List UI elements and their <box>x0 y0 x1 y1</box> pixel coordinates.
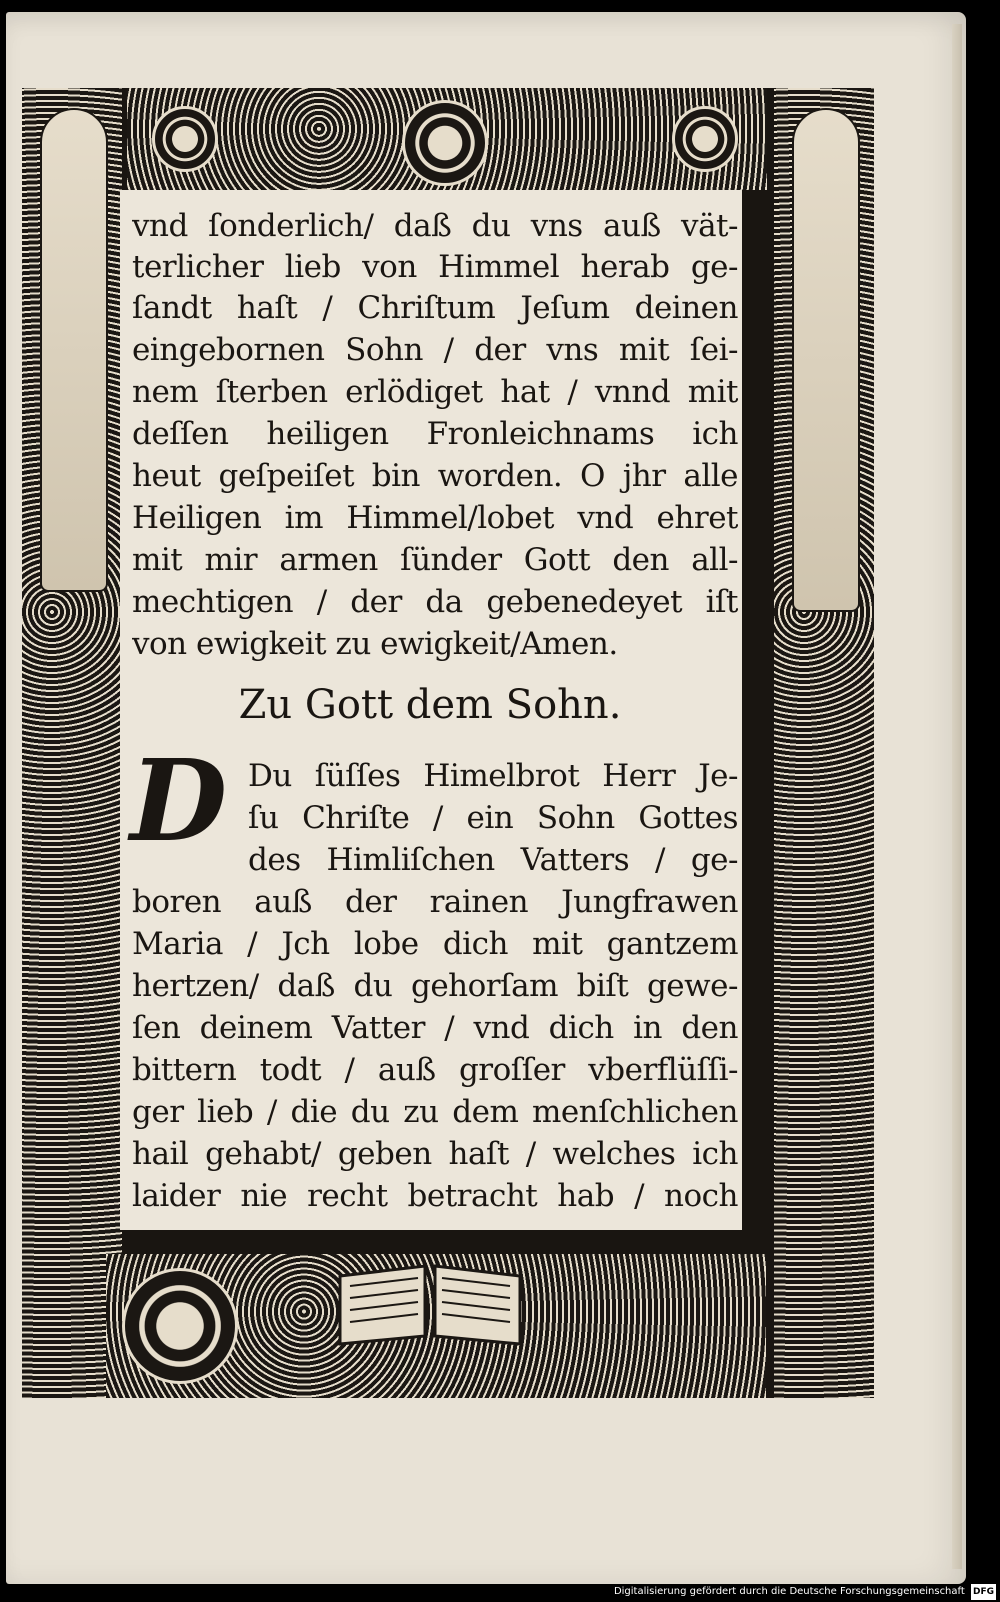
text-line: des Himliſchen Vatters / ge- <box>248 842 738 878</box>
text-line: ger lieb / die du zu dem menſchlichen <box>132 1094 738 1130</box>
text-line: Heiligen im Himmel/lobet vnd ehret <box>132 500 738 536</box>
footer-text: Digitalisierung gefördert durch die Deutsche Forschungsgemeinschaft <box>613 1586 965 1597</box>
text-line: eingebornen Sohn / der vns mit ſei- <box>132 332 738 368</box>
text-line: hail gehabt/ geben haſt / welches ich <box>132 1136 738 1172</box>
text-line: hertzen/ daß du gehorſam biſt gewe- <box>132 968 738 1004</box>
text-line: heut geſpeiſet bin worden. O jhr alle <box>132 458 738 494</box>
text-line: ſu Chriſte / ein Sohn Gottes <box>248 800 738 836</box>
digitization-footer <box>614 1584 996 1600</box>
page-edge <box>952 24 962 1569</box>
section-heading: Zu Gott dem Sohn. <box>238 682 622 728</box>
open-book-icon <box>330 1256 530 1346</box>
text-line: vnd ſonderlich/ daß du vns auß vät- <box>132 208 738 244</box>
rosette-left-ornament <box>152 106 218 172</box>
text-line: von ewigkeit zu ewigkeit/Amen. <box>132 626 618 662</box>
left-saint-figure <box>40 108 108 592</box>
text-line: nem ſterben erlödiget hat / vnnd mit <box>132 374 738 410</box>
text-line: deſſen heiligen Fronleichnams ich <box>132 416 738 452</box>
dfg-logo: DFG <box>971 1584 996 1600</box>
text-line: boren auß der rainen Jungfrawen <box>132 884 738 920</box>
text-line: mechtigen / der da gebenedeyet iſt <box>132 584 738 620</box>
text-line: ſen deinem Vatter / vnd dich in den <box>132 1010 738 1046</box>
text-line: Du ſüſſes Himelbrot Herr Je- <box>248 758 738 794</box>
spiral-ornament <box>122 1268 238 1384</box>
rosette-right-ornament <box>672 106 738 172</box>
sun-ornament <box>402 100 488 186</box>
text-line: terlicher lieb von Himmel herab ge- <box>132 249 738 285</box>
text-line: bittern todt / auß groſſer vberflüſſi- <box>132 1052 738 1088</box>
text-line: ſandt haſt / Chriſtum Jeſum deinen <box>132 290 738 326</box>
decorated-initial: D <box>130 736 228 867</box>
text-line: laider nie recht betracht hab / noch <box>132 1178 738 1214</box>
text-line: mit mir armen ſünder Gott den all- <box>132 542 738 578</box>
right-saint-figure <box>792 108 860 612</box>
text-line: Maria / Jch lobe dich mit gantzem <box>132 926 738 962</box>
